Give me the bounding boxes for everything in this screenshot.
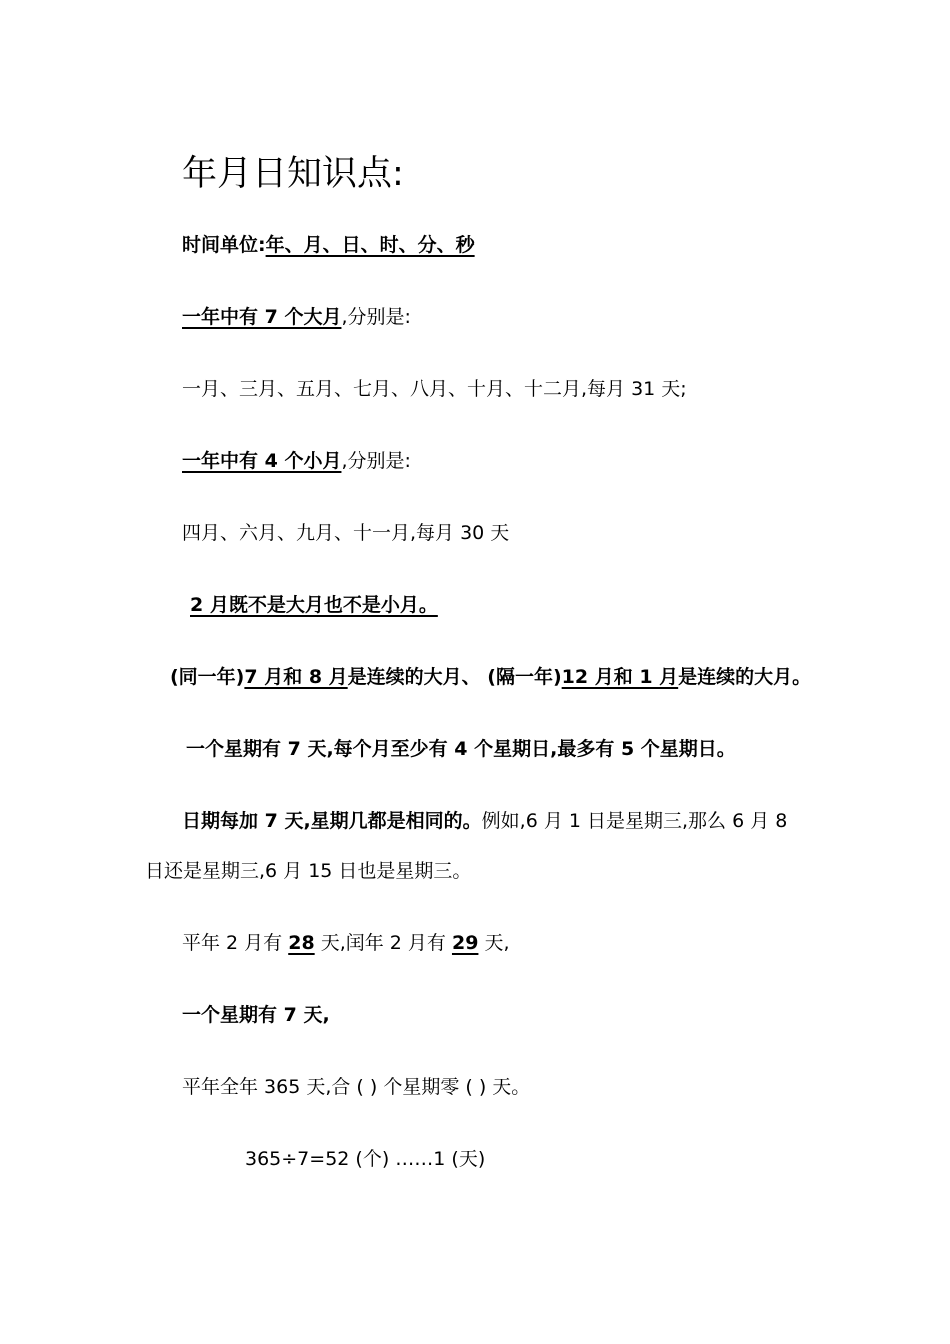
big-months-suffix: ,分别是: — [341, 306, 411, 328]
leap-year-feb-days: 29 — [451, 932, 479, 954]
page-title: 年月日知识点: — [182, 154, 404, 194]
february-days-p1: 平年 2 月有 — [182, 932, 289, 954]
same-weekday-example-2: 日还是星期三,6 月 15 日也是星期三。 — [145, 860, 472, 882]
february-days-p3: 天, — [478, 932, 510, 954]
week-days-line: 一个星期有 7 天, — [182, 1004, 330, 1026]
small-months-heading-line — [182, 448, 411, 474]
consecutive-pair-2: 12 月和 1 月 — [561, 666, 679, 688]
same-weekday-bold: 日期每加 7 天,星期几都是相同的。 — [182, 810, 482, 832]
week-fact: 一个星期有 7 天,每个月至少有 4 个星期日,最多有 5 个星期日。 — [186, 738, 736, 760]
consecutive-end: 是连续的大月。 — [678, 666, 812, 688]
same-weekday-example-1: 例如,6 月 1 日是星期三,那么 6 月 8 — [481, 810, 788, 832]
consecutive-months-line — [170, 664, 811, 690]
consecutive-pair-1: 7 月和 8 月 — [244, 666, 348, 688]
february-days-p2: 天,闰年 2 月有 — [314, 932, 452, 954]
time-units-label: 时间单位: — [182, 234, 266, 256]
big-months-list: 一月、三月、五月、七月、八月、十月、十二月,每月 31 天; — [182, 378, 687, 400]
small-months-list: 四月、六月、九月、十一月,每月 30 天 — [182, 522, 510, 544]
small-months-heading: 一年中有 4 个小月 — [182, 450, 342, 472]
big-months-heading-line — [182, 304, 411, 330]
question-line: 平年全年 365 天,合 ( ) 个星期零 ( ) 天。 — [182, 1076, 531, 1098]
february-days-line — [182, 930, 510, 956]
time-units-line — [182, 232, 475, 258]
same-weekday-line-1 — [182, 808, 787, 834]
calculation-line: 365÷7=52 (个) ……1 (天) — [245, 1148, 486, 1170]
big-months-heading: 一年中有 7 个大月 — [182, 306, 342, 328]
february-note: 2 月既不是大月也不是小月。 — [190, 594, 438, 616]
common-year-feb-days: 28 — [288, 932, 315, 954]
same-year-label: (同一年) — [170, 666, 245, 688]
small-months-suffix: ,分别是: — [341, 450, 411, 472]
consecutive-mid: 是连续的大月、 (隔一年) — [347, 666, 562, 688]
time-units-list: 年、月、日、时、分、秒 — [265, 234, 475, 256]
